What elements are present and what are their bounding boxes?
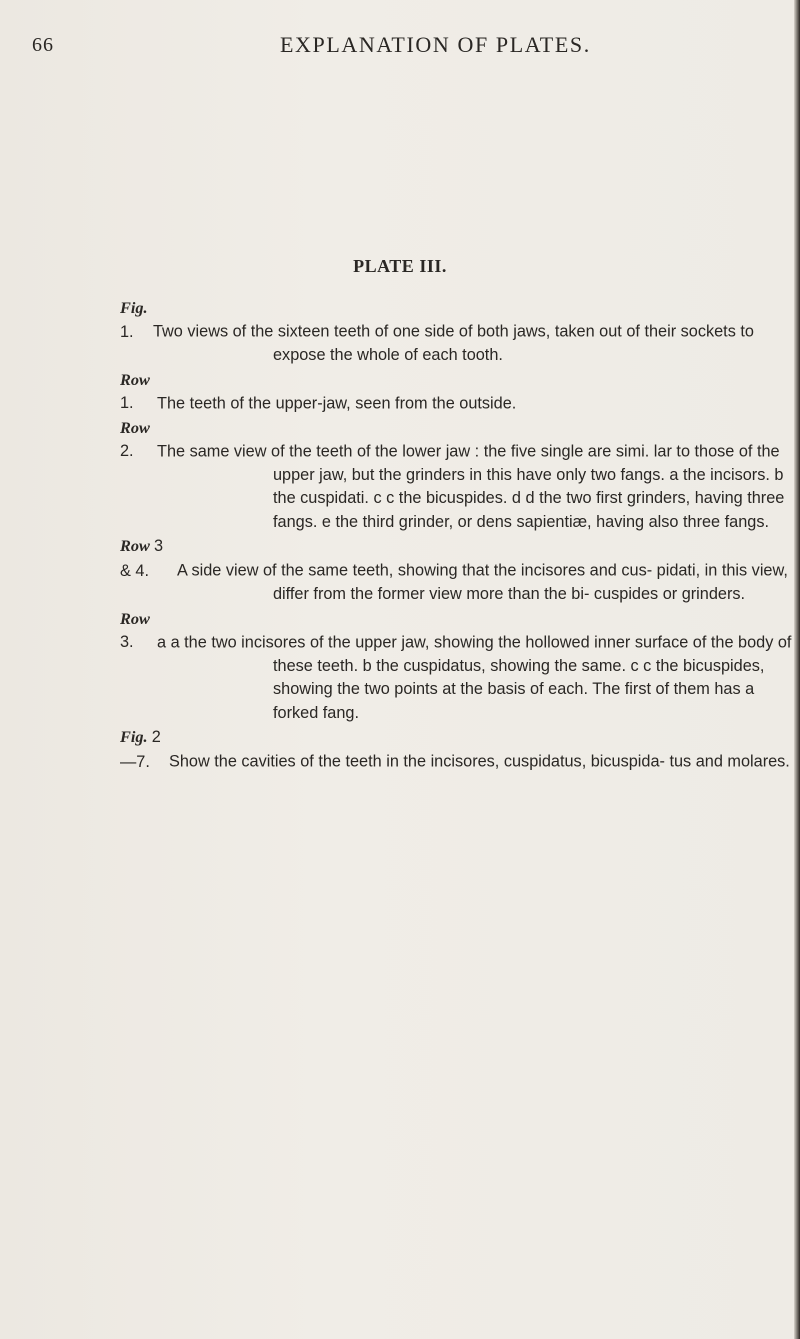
entry-fig-2-7 [120,725,800,774]
entry-label [120,296,153,344]
entry-text: Show the cavities of the teeth in the incisores, cuspidatus, bicuspida- tus and molares. [169,752,790,771]
entry-text: a a the two incisores of the upper jaw, showing the hollowed inner surface of the body of these teeth. b the cuspidatus, showing the same. c c the bicuspides, showing the two points at the basis of each. The first of them has a forked fang. [157,633,792,722]
plate-title: PLATE III. [353,256,447,276]
entry-fig-1 [120,296,800,368]
entry-label [120,416,157,464]
running-head [30,28,770,62]
entry-label-word: Fig. [120,727,148,746]
entry-label-number: 3 & 4. [120,537,164,580]
entry-text: A side view of the same teeth, showing that the incisores and cus- pidati, in this view, differ from the former view more than the bi- cuspides or grinders. [177,561,788,603]
running-head-title: EXPLANATION OF PLATES. [280,32,591,57]
entry-row-2 [120,416,800,535]
entry-label-word: Fig. [120,298,148,317]
entry-label-number: 2. [120,442,134,460]
page-number: 66 [32,34,54,56]
entry-label [120,368,157,416]
entry-row-1 [120,368,800,416]
entry-label-word: Row [120,536,150,555]
entry-label [120,534,177,583]
entry-label [120,607,157,655]
entry-label-number: 2—7. [120,728,161,771]
entry-label [120,725,169,774]
entry-text: The same view of the teeth of the lower jaw : the five single are simi. lar to those of the upper jaw, but the grinders in this have only two fangs. a the incisors. b the cuspidati. c c the bicuspides. d d the two first grinders, having three fangs. e the third grinder, or dens sapientiæ, having also three fangs. [157,442,785,531]
entry-label-word: Row [120,417,150,437]
entry-text: Two views of the sixteen teeth of one side of both jaws, taken out of their sockets to expose the whole of each tooth. [153,322,754,364]
entry-label-word: Row [120,369,150,389]
entry-label-number: 3. [120,633,134,651]
entry-text: The teeth of the upper-jaw, seen from the outside. [157,394,517,412]
entry-label-number: 1. [120,394,134,412]
entry-row-3-and-4 [120,534,800,607]
plate-explanation-list [120,296,800,774]
entry-label-number: 1. [120,322,134,341]
entry-row-3 [120,607,800,726]
entry-label-word: Row [120,608,150,628]
